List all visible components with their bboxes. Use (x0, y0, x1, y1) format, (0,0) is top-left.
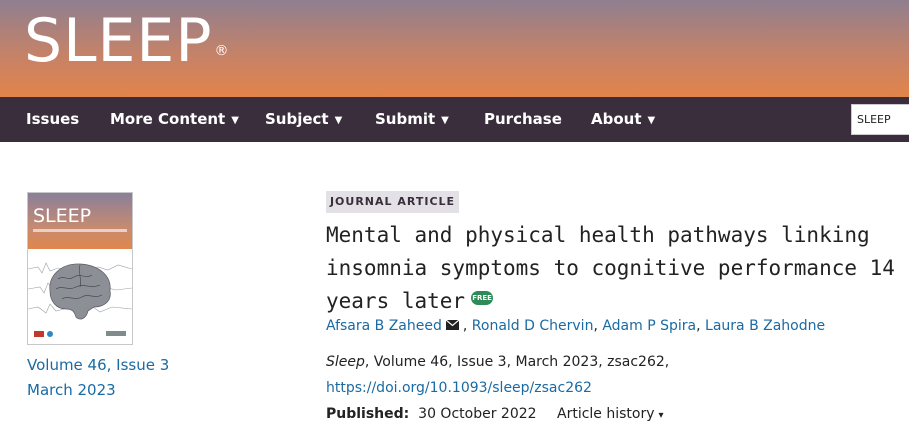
chevron-down-icon: ▼ (647, 115, 656, 126)
issue-cover[interactable] (27, 192, 133, 345)
published-info (326, 406, 537, 422)
nav-issues[interactable]: Issues (26, 110, 80, 128)
nav-more-content[interactable]: More Content ▼ (110, 110, 239, 128)
cover-header (28, 193, 132, 249)
registered-mark: ® (214, 43, 230, 59)
search-scope-select[interactable]: SLEEP (851, 104, 909, 135)
chevron-down-icon: ▼ (231, 115, 239, 126)
issue-date-link[interactable]: March 2023 (27, 381, 116, 399)
article-type-badge: JOURNAL ARTICLE (326, 191, 459, 213)
main-nav (0, 97, 909, 142)
title-line: insomnia symptoms to cognitive performance 14 (326, 256, 895, 280)
nav-subject[interactable]: Subject ▼ (265, 110, 343, 128)
brain-illustration-icon (28, 249, 132, 344)
chevron-down-icon: ▾ (658, 410, 664, 421)
doi-link[interactable]: https://doi.org/10.1093/sleep/zsac262 (326, 380, 592, 396)
cover-subtitle-bar (33, 229, 127, 232)
published-label: Published: (326, 406, 410, 422)
author-link[interactable]: Laura B Zahodne (705, 318, 826, 334)
author-link[interactable]: Ronald D Chervin (471, 318, 594, 334)
cover-title: SLEEP (33, 205, 92, 227)
published-date: 30 October 2022 (418, 406, 537, 422)
journal-logo[interactable]: SLEEP ® (24, 6, 230, 76)
partner-logo-icon (47, 331, 53, 337)
citation-details: , Volume 46, Issue 3, March 2023, zsac262, (364, 354, 670, 370)
citation (326, 354, 669, 370)
society-logo-icon (34, 331, 44, 337)
chevron-down-icon: ▼ (334, 115, 343, 126)
issue-volume-link[interactable]: Volume 46, Issue 3 (27, 356, 170, 374)
free-access-badge: FREE (471, 291, 493, 305)
journal-banner (0, 0, 909, 97)
journal-name: Sleep (326, 354, 365, 370)
nav-submit[interactable]: Submit ▼ (375, 110, 449, 128)
title-line: years later (326, 289, 466, 313)
article-title (326, 219, 896, 318)
author-link[interactable]: Adam P Spira (602, 318, 697, 334)
nav-purchase[interactable]: Purchase (484, 110, 562, 128)
email-icon[interactable] (446, 320, 459, 330)
title-line: Mental and physical health pathways linking (326, 223, 870, 247)
nav-about[interactable]: About ▼ (591, 110, 656, 128)
oxford-logo-icon (106, 331, 126, 336)
chevron-down-icon: ▼ (441, 115, 449, 126)
author-link[interactable]: Afsara B Zaheed (326, 318, 442, 334)
article-history-toggle[interactable]: Article history ▾ (557, 406, 664, 422)
author-list: Afsara B Zaheed , Ronald D Chervin, Adam P Spira, Laura B Zahodne (326, 318, 826, 334)
